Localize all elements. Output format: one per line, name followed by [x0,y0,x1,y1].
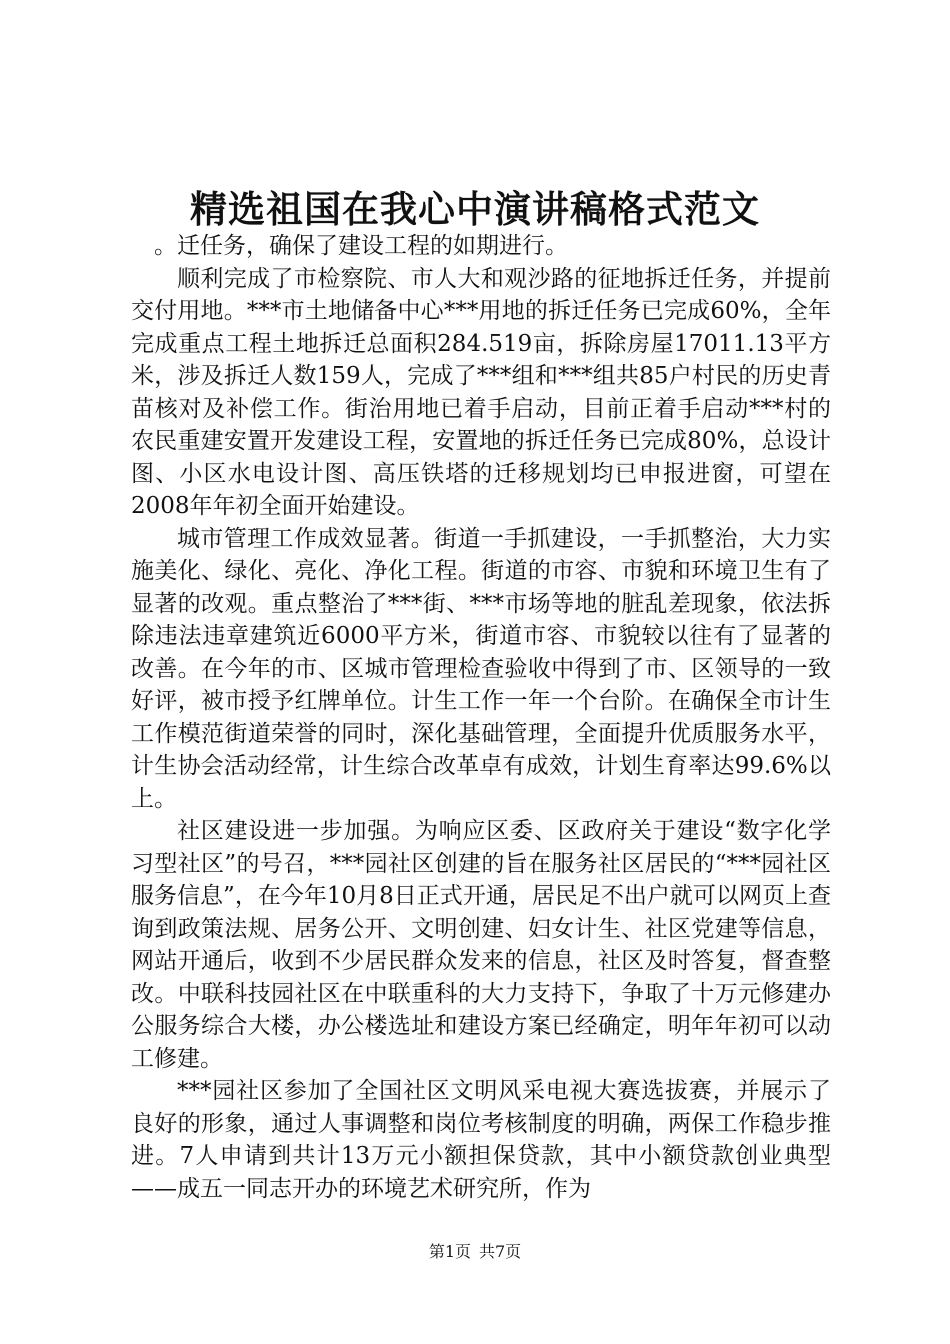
paragraph: 顺利完成了市检察院、市人大和观沙路的征地拆迁任务，并提前交付用地。***市土地储备中心***用地的拆迁任务已完成60%，全年完成重点工程土地拆迁总面积284.519亩，拆除房屋17011.13平方米，涉及拆迁人数159人，完成了***组和***组共85户村民的历史青苗核对及补偿工作。街治用地已着手启动，目前正着手启动***村的农民重建安置开发建设工程，安置地的拆迁任务已完成80%，总设计图、小区水电设计图、高压铁塔的迁移规划均已申报进窗，可望在2008年年初全面开始建设。 [131,265,831,519]
paragraph: 。迁任务，确保了建设工程的如期进行。 [154,233,568,259]
paragraph: ***园社区参加了全国社区文明风采电视大赛选拔赛，并展示了良好的形象，通过人事调整和岗位考核制度的明确，两保工作稳步推进。7人申请到共计13万元小额担保贷款，其中小额贷款创业典型——成五一同志开办的环境艺术研究所，作为 [131,1078,831,1202]
document-title: 精选祖国在我心中演讲稿格式范文 [190,187,760,231]
page-number: 第1页 [428,1242,471,1261]
paragraph: 社区建设进一步加强。为响应区委、区政府关于建设“数字化学习型社区”的号召，***园社区创建的旨在服务社区居民的“***园社区服务信息”，在今年10月8日正式开通，居民足不出户就可以网页上查询到政策法规、居务公开、文明创建、妇女计生、社区党建等信息，网站开通后，收到不少居民群众发来的信息，社区及时答复，督查整改。中联科技园社区在中联重科的大力支持下，争取了十万元修建办公服务综合大楼，办公楼选址和建设方案已经确定，明年年初可以动工修建。 [131,818,831,1072]
paragraph: 城市管理工作成效显著。街道一手抓建设，一手抓整治，大力实施美化、绿化、亮化、净化工程。街道的市容、市貌和环境卫生有了显著的改观。重点整治了***街、***市场等地的脏乱差现象，依法拆除违法违章建筑近6000平方米，街道市容、市貌较以往有了显著的改善。在今年的市、区城市管理检查验收中得到了市、区领导的一致好评，被市授予红牌单位。计生工作一年一个台阶。在确保全市计生工作模范街道荣誉的同时，深化基础管理，全面提升优质服务水平，计生协会活动经常，计生综合改革卓有成效，计划生育率达99.6%以上。 [131,525,831,812]
document-body [131,230,831,1205]
page-total: 共7页 [479,1242,522,1261]
page-footer [0,1242,950,1262]
